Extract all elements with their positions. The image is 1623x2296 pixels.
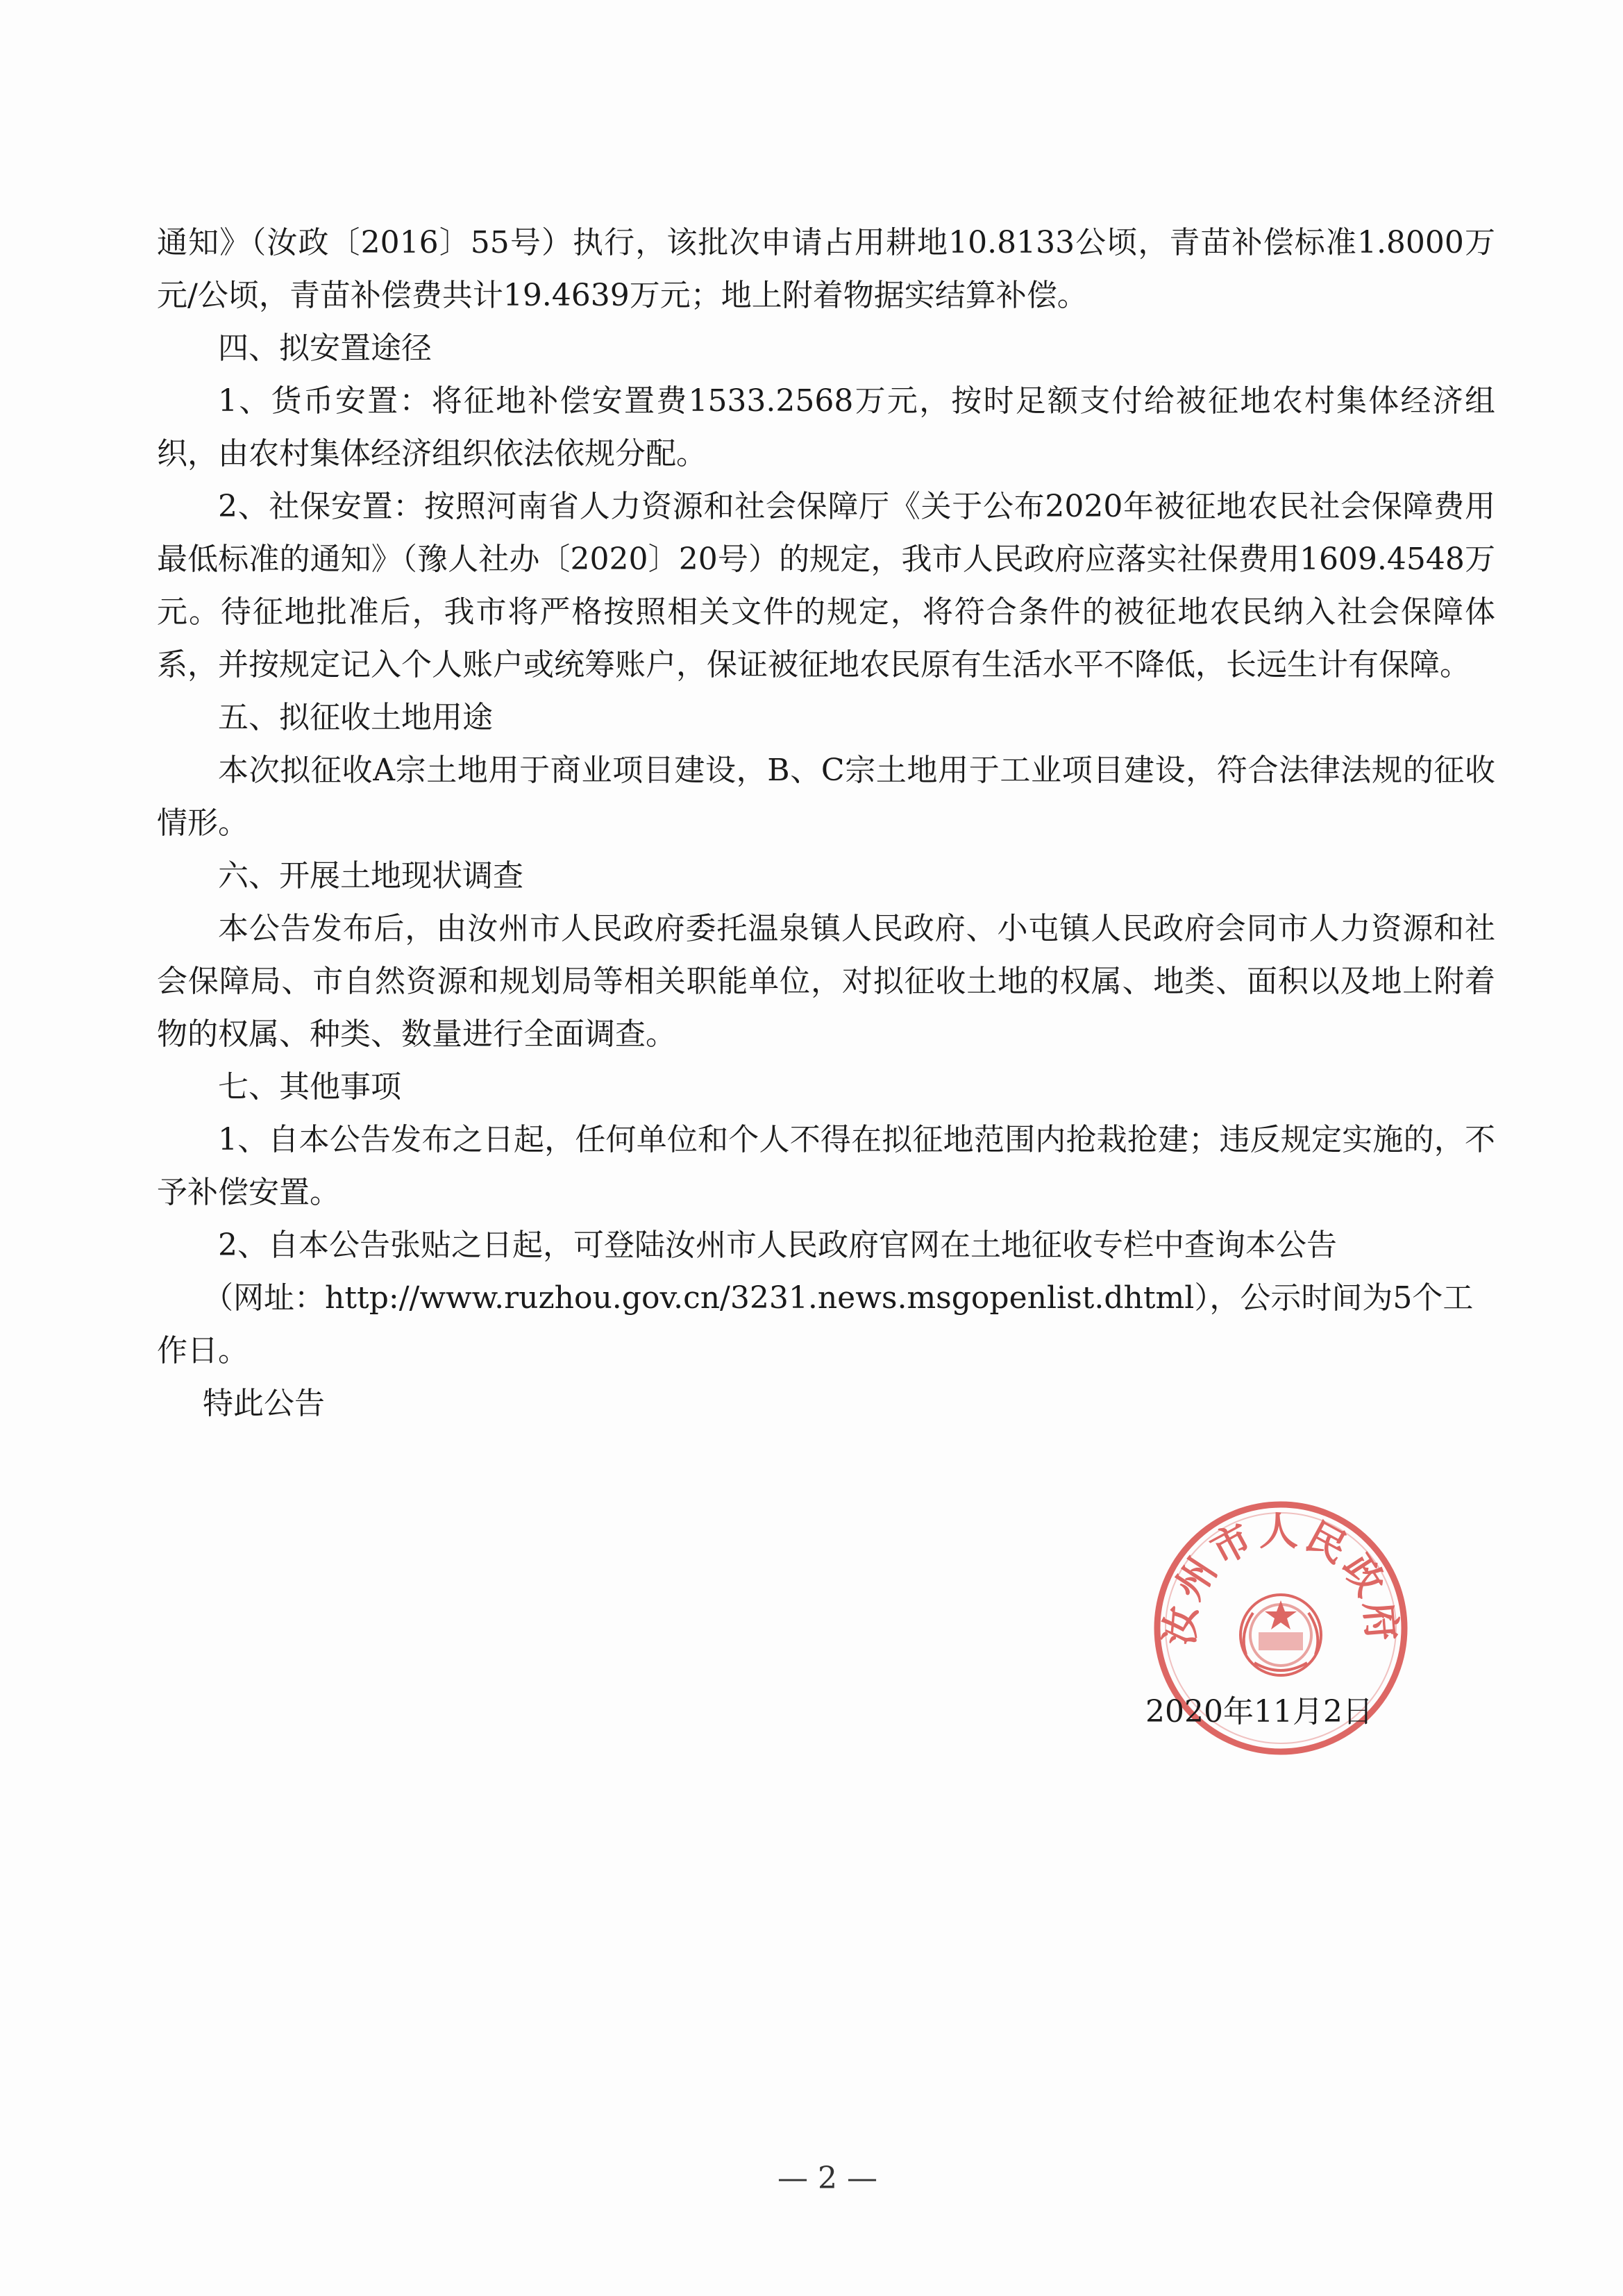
- paragraph-continued: 通知》（汝政〔2016〕55号）执行，该批次申请占用耕地10.8133公顷，青苗补偿标准1.8000万元/公顷，青苗补偿费共计19.4639万元；地上附着物据实结算补偿。: [157, 225, 1495, 313]
- paragraph-land-use: 本次拟征收A宗土地用于商业项目建设，B、C宗土地用于工业项目建设，符合法律法规的征收情形。: [157, 753, 1495, 841]
- paragraph-monetary-placement: 1、货币安置：将征地补偿安置费1533.2568万元，按时足额支付给被征地农村集体经济组织，由农村集体经济组织依法依规分配。: [157, 383, 1495, 471]
- section-heading-5: 五、拟征收土地用途: [218, 700, 493, 735]
- national-emblem-icon: [1241, 1595, 1321, 1675]
- section-heading-4: 四、拟安置途径: [218, 330, 432, 366]
- paragraph-social-security: 2、社保安置：按照河南省人力资源和社会保障厅《关于公布2020年被征地农民社会保障费用最低标准的通知》（豫人社办〔2020〕20号）的规定，我市人民政府应落实社保费用1609.4548万元。待征地批准后，我市将严格按照相关文件的规定，将符合条件的被征地农民纳入社会保障体系，并按规定记入个人账户或统筹账户，保证被征地农民原有生活水平不降低，长远生计有保障。: [157, 489, 1495, 682]
- document-body: [157, 217, 1495, 1430]
- paragraph-website: （网址：http://www.ruzhou.gov.cn/3231.news.msgopenlist.dhtml），公示时间为5个工作日。: [157, 1280, 1474, 1368]
- seal-text: 汝州市人民政府: [1157, 1509, 1405, 1647]
- paragraph-other-2: 2、自本公告张贴之日起，可登陆汝州市人民政府官网在土地征收专栏中查询本公告: [218, 1227, 1337, 1263]
- closing-remark: 特此公告: [203, 1386, 325, 1421]
- section-heading-6: 六、开展土地现状调查: [218, 858, 523, 894]
- page-number: — 2 —: [777, 2161, 877, 2196]
- section-heading-7: 七、其他事项: [218, 1069, 401, 1105]
- paragraph-other-1: 1、自本公告发布之日起，任何单位和个人不得在拟征地范围内抢栽抢建；违反规定实施的，不予补偿安置。: [157, 1122, 1495, 1210]
- paragraph-survey: 本公告发布后，由汝州市人民政府委托温泉镇人民政府、小屯镇人民政府会同市人力资源和社会保障局、市自然资源和规划局等相关职能单位，对拟征收土地的权属、地类、面积以及地上附着物的权属、种类、数量进行全面调查。: [157, 911, 1495, 1052]
- document-date: 2020年11月2日: [1145, 1694, 1373, 1729]
